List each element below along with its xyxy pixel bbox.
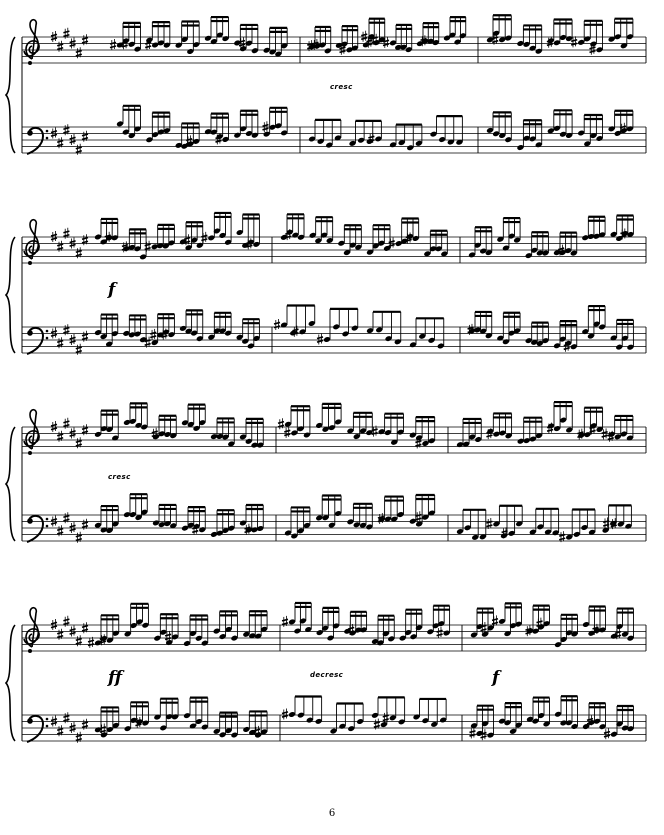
note-group — [486, 413, 512, 439]
note-group — [210, 510, 235, 538]
note-group — [183, 698, 209, 731]
sharp-sign — [278, 418, 284, 429]
sharp-sign — [110, 39, 116, 50]
note-group — [124, 604, 150, 638]
marking-dynamic: ff — [108, 668, 123, 688]
sharp-sign — [51, 716, 57, 727]
note-group — [145, 225, 176, 252]
note-group — [282, 603, 312, 634]
note-group — [610, 320, 635, 351]
bass-clef — [27, 328, 48, 354]
note-group — [201, 213, 232, 246]
sharp-sign — [88, 637, 94, 648]
note-group — [239, 505, 264, 535]
system-brace — [6, 37, 15, 153]
note-group — [371, 616, 395, 647]
note-group — [122, 315, 147, 343]
note-group — [426, 606, 450, 638]
note-group — [94, 707, 120, 738]
note-group — [470, 706, 495, 740]
sharp-sign — [437, 627, 443, 638]
note-group — [602, 505, 633, 533]
sharp-sign — [51, 31, 57, 42]
bass-clef — [27, 716, 48, 742]
note-group — [346, 504, 373, 531]
note-group — [413, 699, 447, 728]
note-group — [153, 614, 179, 646]
note-group — [581, 306, 606, 339]
note-group — [517, 418, 543, 445]
note-group — [204, 17, 229, 45]
bass-clef — [27, 128, 48, 154]
sharp-sign — [51, 231, 57, 242]
note-group — [94, 219, 119, 245]
sharp-sign — [51, 328, 57, 339]
sharp-sign — [70, 334, 76, 345]
note-group — [423, 231, 448, 258]
note-group — [343, 612, 367, 637]
note-group — [486, 112, 512, 143]
note-group — [263, 28, 288, 57]
note-group — [468, 227, 493, 258]
bass-clef — [27, 516, 48, 542]
note-group — [498, 703, 522, 735]
note-group — [330, 704, 364, 735]
marking-expression: decresc — [310, 671, 344, 679]
system-brace — [6, 427, 15, 541]
note-group — [553, 233, 578, 257]
note-group — [152, 505, 177, 529]
note-group — [236, 215, 261, 250]
note-group — [608, 19, 634, 49]
sharp-sign — [70, 134, 76, 145]
note-group — [110, 23, 141, 53]
note-group — [554, 696, 578, 730]
note-group — [94, 315, 119, 348]
note-group — [274, 306, 316, 337]
system-1 — [6, 15, 646, 154]
system-4 — [6, 603, 646, 743]
note-group — [582, 606, 606, 636]
note-group — [525, 232, 550, 259]
sharp-sign — [70, 38, 76, 49]
note-group — [389, 125, 423, 151]
note-group — [492, 603, 522, 637]
note-group — [496, 218, 521, 251]
note-group — [346, 413, 373, 440]
note-group — [152, 416, 177, 440]
note-group — [123, 403, 148, 430]
sharp-sign — [150, 329, 156, 340]
sharp-sign — [361, 31, 367, 42]
note-group — [409, 417, 436, 448]
marking-expression: cresc — [330, 83, 353, 91]
note-group — [581, 217, 606, 241]
note-group — [409, 495, 436, 527]
treble-clef — [24, 410, 39, 455]
sharp-sign — [70, 238, 76, 249]
note-group — [179, 222, 204, 251]
sharp-sign — [70, 522, 76, 533]
note-group — [335, 26, 359, 55]
marking-expression: cresc — [108, 473, 131, 481]
note-group — [116, 106, 141, 139]
sharp-sign — [51, 421, 57, 432]
note-group — [94, 411, 119, 442]
note-group — [389, 219, 420, 249]
note-group — [123, 494, 148, 521]
note-group — [213, 611, 239, 641]
sharp-sign — [282, 708, 288, 719]
note-group — [378, 497, 405, 524]
note-group — [547, 110, 573, 139]
note-group — [577, 115, 603, 147]
sharp-sign — [70, 722, 76, 733]
note-group — [526, 698, 550, 728]
sharp-sign — [70, 626, 76, 637]
note-group — [124, 702, 150, 732]
note-group — [610, 216, 635, 242]
note-group — [145, 113, 170, 144]
note-group — [468, 312, 493, 339]
sharp-sign — [415, 511, 421, 522]
system-brace — [6, 237, 15, 353]
note-group — [181, 405, 206, 432]
note-group — [486, 15, 512, 44]
note-group — [582, 703, 606, 730]
note-group — [181, 507, 206, 535]
sharp-sign — [51, 516, 57, 527]
note-group — [559, 510, 596, 543]
sharp-sign — [51, 128, 57, 139]
sharp-sign — [274, 319, 280, 330]
treble-clef — [24, 20, 39, 65]
system-3 — [6, 402, 646, 543]
note-group — [577, 408, 603, 440]
note-group — [371, 697, 405, 729]
note-group — [372, 414, 405, 446]
note-group — [179, 310, 204, 342]
note-group — [315, 404, 342, 433]
note-group — [525, 323, 550, 347]
note-group — [236, 319, 261, 349]
note-group — [399, 610, 423, 642]
note-group — [263, 108, 289, 138]
note-group — [602, 416, 634, 442]
sharp-sign — [559, 531, 565, 542]
note-group — [337, 225, 362, 256]
note-group — [383, 25, 413, 53]
note-group — [470, 609, 494, 639]
note-group — [308, 120, 342, 149]
note-group — [122, 229, 147, 260]
sharp-sign — [51, 619, 57, 630]
note-group — [443, 17, 467, 45]
note-group — [547, 402, 573, 433]
sharp-sign — [604, 728, 610, 739]
marking-dynamic: f — [108, 280, 116, 300]
note-group — [366, 225, 391, 255]
system-2 — [6, 213, 646, 355]
note-group — [145, 314, 176, 347]
note-group — [430, 116, 464, 146]
sharp-sign — [70, 428, 76, 439]
note-group — [529, 509, 560, 536]
note-group — [282, 696, 323, 724]
sharp-sign — [317, 334, 323, 345]
note-group — [145, 22, 171, 50]
marking-dynamic: f — [492, 668, 500, 688]
note-group — [94, 506, 119, 534]
treble-clef — [24, 220, 39, 265]
system-brace — [6, 625, 15, 741]
sharp-sign — [284, 427, 290, 438]
note-group — [153, 699, 179, 732]
treble-clef — [24, 608, 39, 653]
note-group — [456, 510, 487, 541]
note-group — [309, 217, 334, 244]
page-number: 6 — [328, 808, 336, 819]
sharp-sign — [486, 518, 492, 529]
note-group — [315, 495, 342, 528]
note-group — [233, 111, 258, 139]
note-group — [608, 111, 634, 137]
note-group — [210, 418, 235, 447]
note-group — [553, 321, 578, 352]
sharp-sign — [470, 727, 476, 738]
